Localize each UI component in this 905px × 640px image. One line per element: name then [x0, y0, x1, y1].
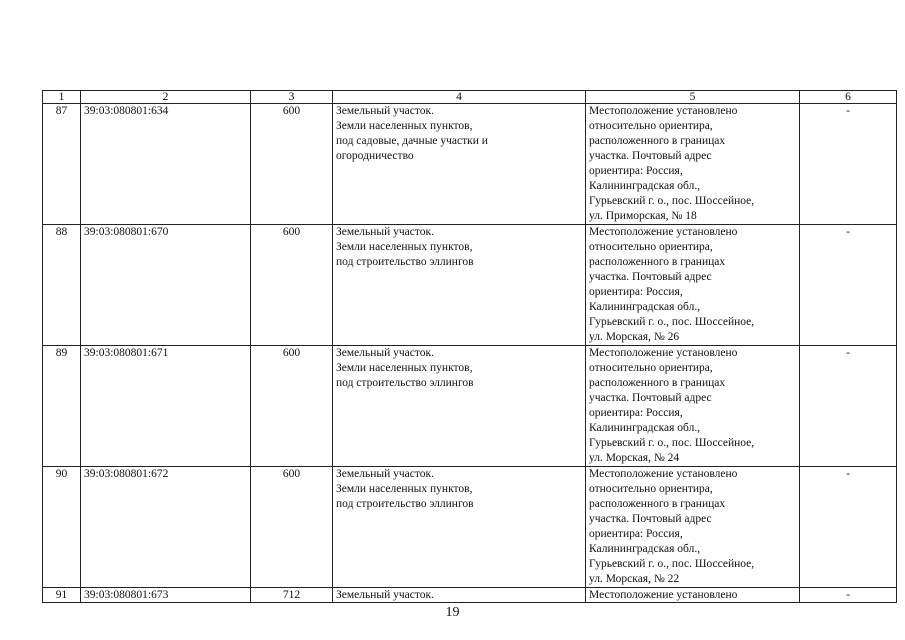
- column-header: 3: [251, 91, 333, 104]
- plot-location: Местоположение установлено относительно ориентира, расположенного в границах участка. Почтовый адрес ориентира: Россия, Калининградская обл., Гурьевский г. о., пос. Шоссейное, ул. Морская, № 26: [586, 225, 800, 346]
- plot-note: -: [800, 588, 897, 603]
- land-plots-table: [42, 90, 897, 603]
- cadastral-number: 39:03:080801:634: [81, 104, 251, 225]
- column-header: 5: [586, 91, 800, 104]
- cadastral-number: 39:03:080801:672: [81, 467, 251, 588]
- plot-location: Местоположение установлено: [586, 588, 800, 603]
- row-number: 88: [43, 225, 81, 346]
- row-number: 89: [43, 346, 81, 467]
- row-number: 87: [43, 104, 81, 225]
- plot-note: -: [800, 225, 897, 346]
- row-number: 90: [43, 467, 81, 588]
- plot-note: -: [800, 346, 897, 467]
- table-row: [43, 225, 897, 346]
- column-header: 2: [81, 91, 251, 104]
- column-header: 1: [43, 91, 81, 104]
- plot-description: Земельный участок.: [333, 588, 586, 603]
- area-value: 600: [251, 225, 333, 346]
- page-number: 19: [445, 605, 460, 620]
- table-row: [43, 104, 897, 225]
- table-row: [43, 588, 897, 603]
- plot-description: Земельный участок. Земли населенных пунктов, под строительство эллингов: [333, 467, 586, 588]
- plot-location: Местоположение установлено относительно ориентира, расположенного в границах участка. Почтовый адрес ориентира: Россия, Калининградская обл., Гурьевский г. о., пос. Шоссейное, ул. Приморская, № 18: [586, 104, 800, 225]
- cadastral-number: 39:03:080801:671: [81, 346, 251, 467]
- row-number: 91: [43, 588, 81, 603]
- plot-description: Земельный участок. Земли населенных пунктов, под садовые, дачные участки и огородничество: [333, 104, 586, 225]
- cadastral-number: 39:03:080801:670: [81, 225, 251, 346]
- plot-description: Земельный участок. Земли населенных пунктов, под строительство эллингов: [333, 225, 586, 346]
- table-row: [43, 467, 897, 588]
- plot-location: Местоположение установлено относительно ориентира, расположенного в границах участка. Почтовый адрес ориентира: Россия, Калининградская обл., Гурьевский г. о., пос. Шоссейное, ул. Морская, № 24: [586, 346, 800, 467]
- table-header-row: [43, 91, 897, 104]
- area-value: 712: [251, 588, 333, 603]
- cadastral-number: 39:03:080801:673: [81, 588, 251, 603]
- plot-location: Местоположение установлено относительно ориентира, расположенного в границах участка. Почтовый адрес ориентира: Россия, Калининградская обл., Гурьевский г. о., пос. Шоссейное, ул. Морская, № 22: [586, 467, 800, 588]
- area-value: 600: [251, 467, 333, 588]
- plot-description: Земельный участок. Земли населенных пунктов, под строительство эллингов: [333, 346, 586, 467]
- plot-note: -: [800, 104, 897, 225]
- column-header: 4: [333, 91, 586, 104]
- table-row: [43, 346, 897, 467]
- area-value: 600: [251, 346, 333, 467]
- plot-note: -: [800, 467, 897, 588]
- column-header: 6: [800, 91, 897, 104]
- area-value: 600: [251, 104, 333, 225]
